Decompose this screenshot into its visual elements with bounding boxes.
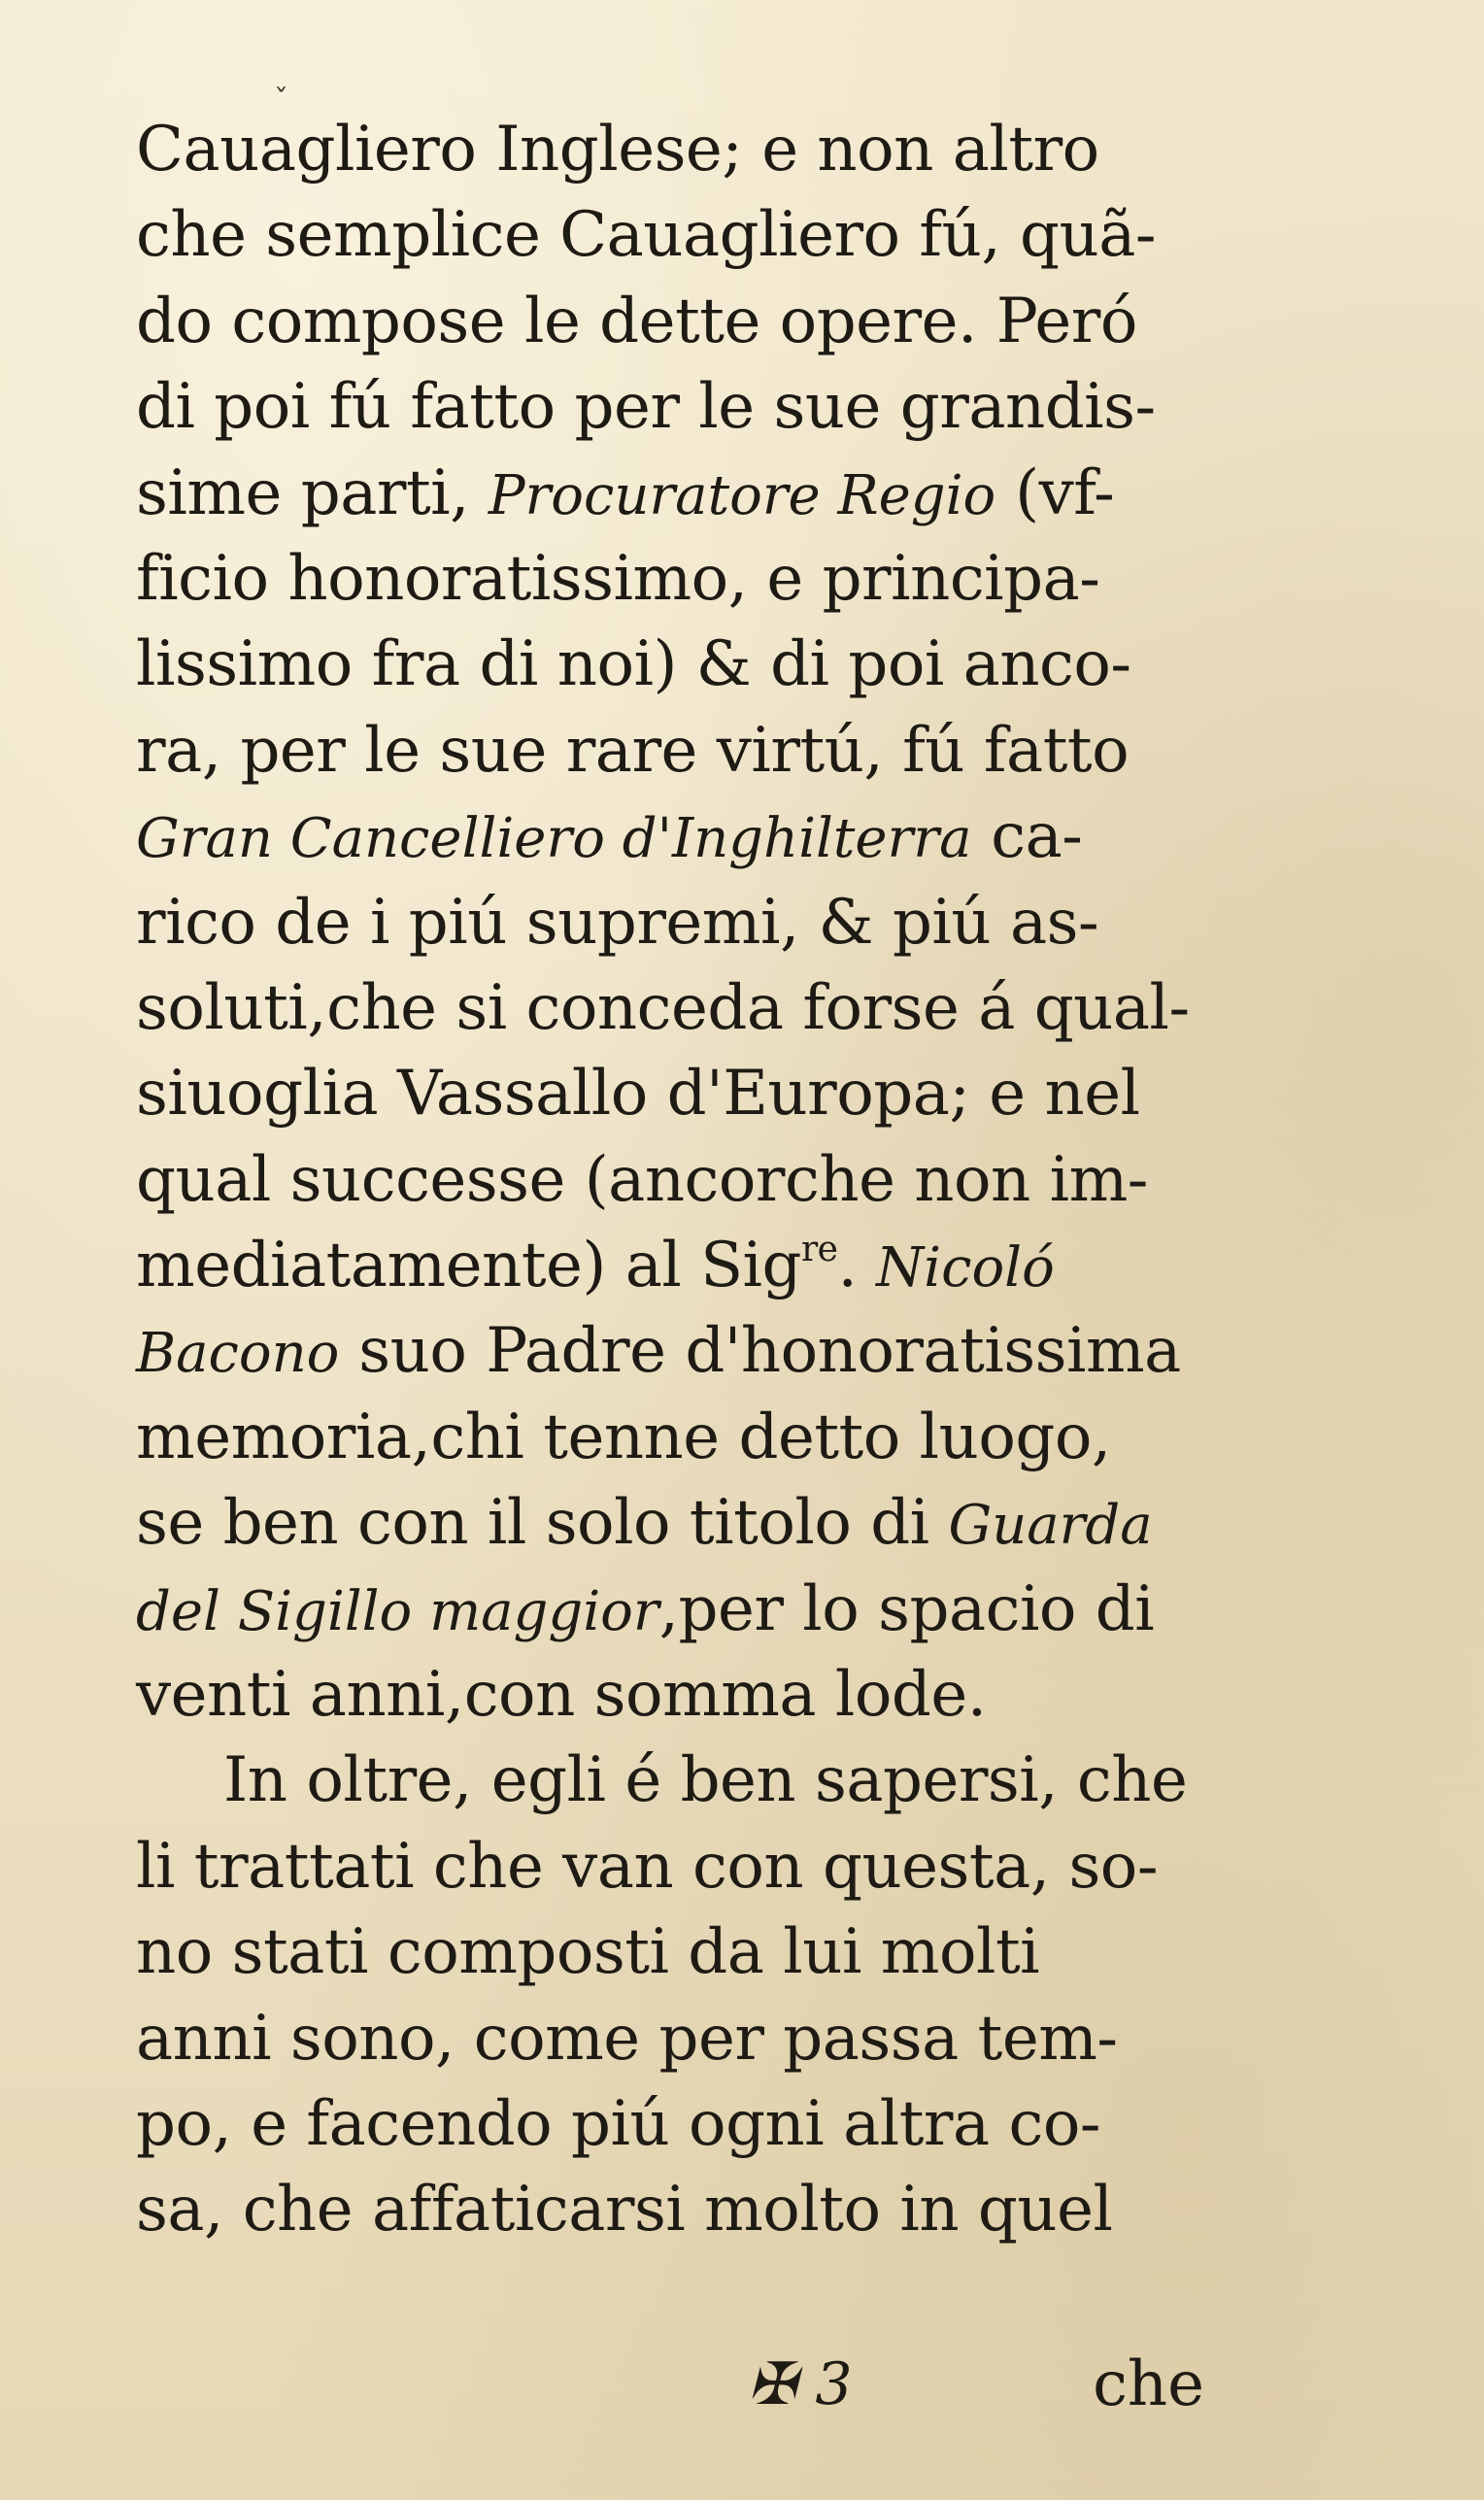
text-run: (vf-: [995, 456, 1115, 529]
text-run: Cauagliero Inglese; e non altro: [136, 114, 1099, 186]
text-line: [136, 880, 1204, 965]
text-run: sime parti,: [136, 456, 489, 529]
superscript-abbreviation: re: [800, 1230, 838, 1270]
text-line: [136, 1738, 1204, 1823]
text-run: ra, per le sue rare virtú, fú fatto: [136, 714, 1130, 787]
text-line: [136, 1051, 1204, 1136]
italic-phrase: Nicoló: [876, 1236, 1055, 1301]
text-run: se ben con il solo titolo di: [136, 1487, 949, 1560]
text-line: [136, 364, 1204, 450]
text-line: [136, 107, 1204, 192]
text-line: [136, 451, 1204, 536]
text-run: po, e facendo piú ogni altra co-: [136, 2087, 1100, 2160]
text-run: di poi fú fatto per le sue grandis-: [136, 371, 1156, 444]
text-run: qual successe (ancorche non im-: [136, 1143, 1148, 1216]
text-run: In oltre, egli é ben sapersi, che: [223, 1744, 1188, 1817]
text-run: li trattati che van con questa, so-: [136, 1830, 1158, 1903]
text-line: [136, 2081, 1204, 2167]
text-line: [136, 279, 1204, 364]
italic-phrase: Guarda: [948, 1494, 1153, 1558]
text-line: [136, 1652, 1204, 1738]
text-line: [136, 1996, 1204, 2081]
text-line: [136, 708, 1204, 794]
text-run: sa, che affaticarsi molto in quel: [136, 2174, 1113, 2247]
text-run: mediatamente) al Sig: [136, 1230, 801, 1302]
text-line: [136, 536, 1204, 622]
text-run: no stati composti da lui molti: [136, 1916, 1040, 1989]
text-line: [136, 1223, 1204, 1308]
text-run: siuoglia Vassallo d'Europa; e nel: [136, 1058, 1140, 1131]
text-line: [136, 965, 1204, 1051]
text-run: ca-: [971, 800, 1083, 873]
text-line: [136, 794, 1204, 879]
text-line: [136, 622, 1204, 707]
text-line: [136, 1567, 1204, 1652]
catchword: che: [1093, 2348, 1204, 2420]
text-run: rico de i piú supremi, & piú as-: [136, 886, 1099, 959]
text-run: che semplice Cauagliero fú, quã-: [136, 199, 1156, 272]
text-run: anni sono, come per passa tem-: [136, 2002, 1118, 2075]
text-run: .: [837, 1230, 877, 1302]
text-run: suo Padre d'honoratissima: [339, 1315, 1181, 1388]
italic-phrase: Gran Cancelliero d'Inghilterra: [136, 807, 972, 871]
text-line: [136, 1480, 1204, 1566]
italic-phrase: Bacono: [136, 1322, 340, 1386]
paragraph-2: [136, 1738, 1204, 2252]
text-line: [136, 192, 1204, 278]
text-line: [136, 1909, 1204, 1995]
text-run: do compose le dette opere. Peró: [136, 285, 1137, 357]
text-line: [136, 1395, 1204, 1480]
italic-phrase: del Sigillo maggior: [136, 1579, 659, 1643]
signature-mark: ✠ 3: [748, 2350, 853, 2418]
italic-phrase: Procuratore Regio: [488, 463, 996, 527]
text-line: [136, 1824, 1204, 1909]
paragraph-1: [136, 107, 1204, 1738]
text-line: [136, 1308, 1204, 1394]
text-run: ficio honoratissimo, e principa-: [136, 542, 1100, 615]
page-footer: [136, 2341, 1204, 2428]
text-run: soluti,che si conceda forse á qual-: [136, 971, 1190, 1044]
body-text: [136, 107, 1204, 2253]
text-run: lissimo fra di noi) & di poi anco-: [136, 628, 1131, 701]
text-run: memoria,chi tenne detto luogo,: [136, 1401, 1111, 1473]
page-mark-decoration: ˇ: [274, 84, 288, 118]
text-run: venti anni,con somma lode.: [136, 1659, 987, 1732]
text-run: ,per lo spacio di: [658, 1572, 1155, 1645]
text-line: [136, 2167, 1204, 2252]
text-line: [136, 1137, 1204, 1223]
